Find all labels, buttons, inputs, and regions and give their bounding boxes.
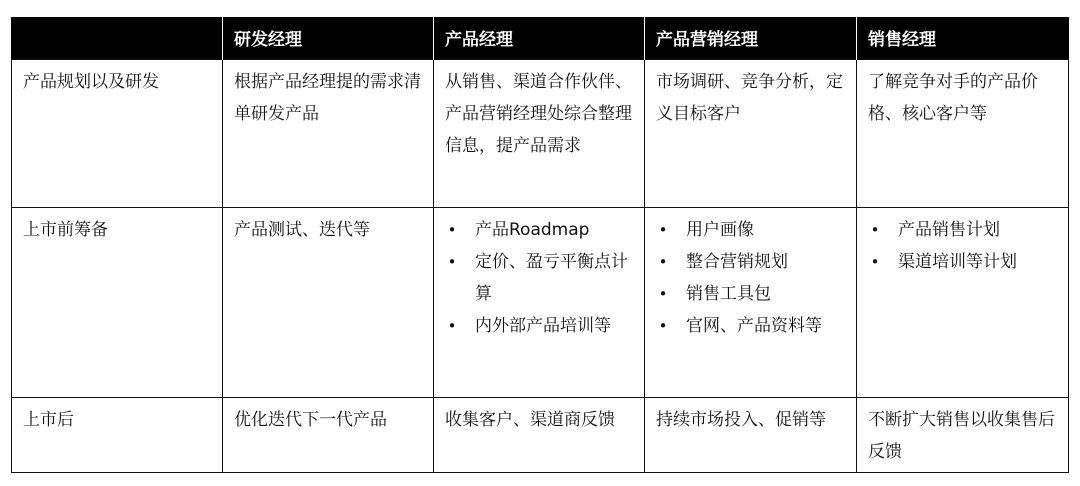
- header-cell-product-manager: 产品经理: [434, 17, 645, 59]
- product-marketing-manager-cell: 市场调研、竞争分析，定义目标客户: [645, 59, 857, 207]
- product-manager-cell: [434, 207, 645, 397]
- list-item: [656, 310, 846, 342]
- list-item: [445, 310, 634, 342]
- bullet-icon: •: [870, 252, 880, 271]
- list-item: [656, 246, 846, 278]
- table-row: [12, 59, 1069, 207]
- bullet-list: [868, 214, 1058, 278]
- list-item-text: 官网、产品资料等: [686, 315, 822, 336]
- list-item-text: 渠道培训等计划: [898, 251, 1017, 272]
- list-item: [868, 214, 1058, 246]
- list-item-text: 产品Roadmap: [475, 219, 590, 240]
- list-item: [656, 214, 846, 246]
- stage-cell: 上市后: [12, 397, 223, 472]
- bullet-icon: •: [447, 316, 457, 335]
- product-marketing-manager-cell: 持续市场投入、促销等: [645, 397, 857, 472]
- table-row: [12, 397, 1069, 472]
- list-item: [656, 278, 846, 310]
- list-item-text: 产品销售计划: [898, 219, 1000, 240]
- bullet-icon: •: [447, 220, 457, 239]
- list-item: [445, 214, 634, 246]
- header-cell-product-marketing-manager: 产品营销经理: [645, 17, 857, 59]
- list-item-text: 内外部产品培训等: [475, 315, 611, 336]
- sales-manager-cell: 不断扩大销售以收集售后反馈: [857, 397, 1069, 472]
- stage-cell: 上市前筹备: [12, 207, 223, 397]
- header-row: [12, 17, 1069, 59]
- bullet-icon: •: [447, 252, 457, 271]
- responsibility-table-container: [11, 17, 1068, 473]
- table-header: [12, 17, 1069, 59]
- rd-manager-cell: 产品测试、迭代等: [223, 207, 434, 397]
- list-item-text: 整合营销规划: [686, 251, 788, 272]
- list-item: [868, 246, 1058, 278]
- header-cell-sales-manager: 销售经理: [857, 17, 1069, 59]
- sales-manager-cell: [857, 207, 1069, 397]
- stage-cell: 产品规划以及研发: [12, 59, 223, 207]
- bullet-icon: •: [870, 220, 880, 239]
- responsibility-table: [11, 17, 1069, 473]
- bullet-icon: •: [658, 316, 668, 335]
- header-cell-rd-manager: 研发经理: [223, 17, 434, 59]
- table-body: [12, 59, 1069, 472]
- list-item-text: 销售工具包: [686, 283, 771, 304]
- rd-manager-cell: 根据产品经理提的需求清单研发产品: [223, 59, 434, 207]
- bullet-icon: •: [658, 284, 668, 303]
- bullet-list: [445, 214, 634, 342]
- bullet-icon: •: [658, 220, 668, 239]
- list-item: [445, 246, 634, 310]
- list-item-text: 用户画像: [686, 219, 754, 240]
- product-marketing-manager-cell: [645, 207, 857, 397]
- bullet-icon: •: [658, 252, 668, 271]
- list-item-text: 定价、盈亏平衡点计算: [475, 251, 628, 304]
- table-row: [12, 207, 1069, 397]
- sales-manager-cell: 了解竞争对手的产品价格、核心客户等: [857, 59, 1069, 207]
- bullet-list: [656, 214, 846, 342]
- product-manager-cell: 收集客户、渠道商反馈: [434, 397, 645, 472]
- header-cell-stage: [12, 17, 223, 59]
- rd-manager-cell: 优化迭代下一代产品: [223, 397, 434, 472]
- product-manager-cell: 从销售、渠道合作伙伴、产品营销经理处综合整理信息，提产品需求: [434, 59, 645, 207]
